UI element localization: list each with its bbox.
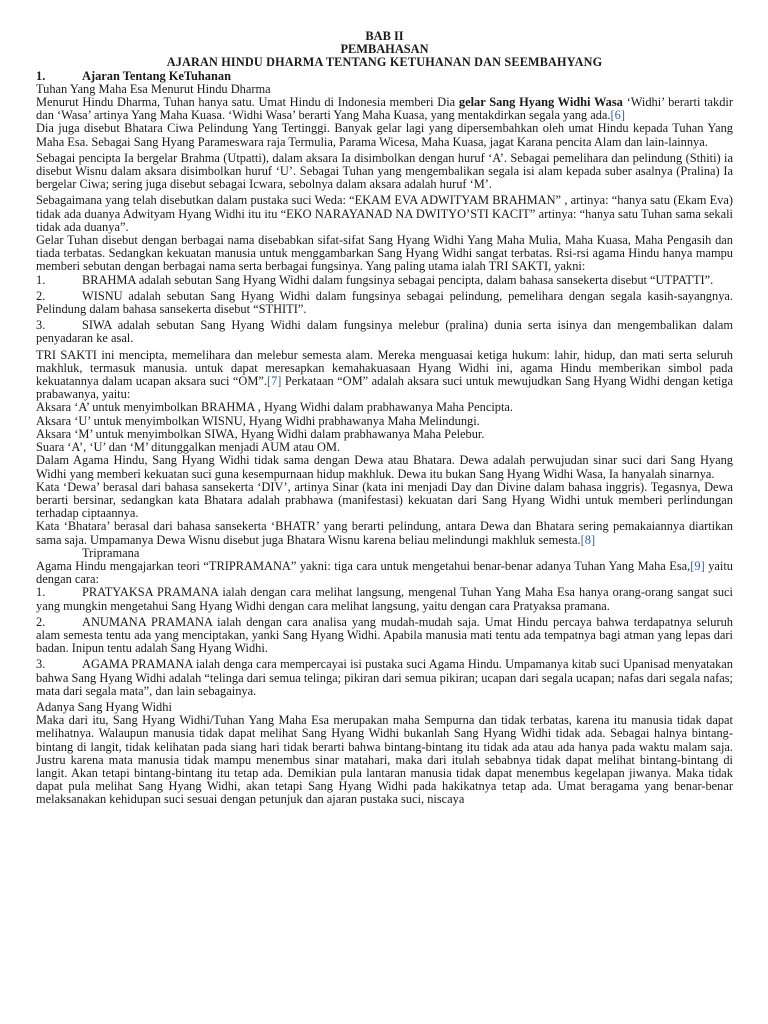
footnote-link[interactable]: [9] <box>690 558 705 573</box>
paragraph-adanya: Maka dari itu, Sang Hyang Widhi/Tuhan Yang Maha Esa merupakan maha Sempurna dan tidak terbatas, karena itu manusia tidak dapat melihatnya. Walaupun manusia tidak dapat melihat Sang Hyang Widhi bukanlah Sang Hyang Widhi tidak ada. Sebagai halnya bintang-bintang di langit, tidak kelihatan pada siang hari tidak berarti bahwa bintang-bintang itu tidak ada atau ada hanya pada waktu malam saja. Justru karena mata manusia tidak mampu menembus sinar matahari, maka dari itulah sebabnya tidak dapat melihat bintang-bintang di langit. Akan tetapi bintang-bintang itu tetap ada. Demikian pula lantaran manusia tidak dapat menembus kegelapan jiwanya. Maka tidak dapat pula melihat Sang Hyang Widhi, akan tetapi Sang Hyang Widhi pada hakikatnya tetap ada. Umat beragama yang benar-benar melaksanakan kehidupan suci sesuai dengan petunjuk dan ajaran pustaka suci, niscaya <box>36 713 733 807</box>
paragraph-pencipta: Sebagai pencipta Ia bergelar Brahma (Utpatti), dalam aksara Ia disimbolkan dengan huruf ‘A’. Sebagai pemelihara dan pelindung (Sthiti) ia disebut Wisnu dalam aksara disimbolkan huruf ‘U’. Sebagai Tuhan yang mengembalikan segala isi alam kepada suber asalnya (Pralina) Ia bergelar Ciwa; sering juga disebut sebagai Icwara, sebolnya dalam aksara adalah huruf ‘M’. <box>36 150 733 192</box>
paragraph-dewa: Dalam Agama Hindu, Sang Hyang Widhi tidak sama dengan Dewa atau Bhatara. Dewa adalah perwujudan sinar suci dari Sang Hyang Widhi yang memberi kekuatan suci guna kesempurnaan hidup makhluk. Dewa itu bukan Sang Hyang Widhi Wasa, Ia hanyalah sinarnya. <box>36 453 733 481</box>
list-number: 1. <box>36 585 46 600</box>
list-number: 2. <box>36 288 46 303</box>
list-number: 1. <box>36 272 46 287</box>
list-text: WISNU adalah sebutan Sang Hyang Widhi dalam fungsinya sebagai pelindung, pemelihara dengan segala kasih-sayangnya. Pelindung dalam bahasa sansekerta disebut “STHITI”. <box>36 288 733 317</box>
list-text: AGAMA PRAMANA ialah denga cara mempercayai isi pustaka suci Agama Hindu. Umpamanya kitab suci Upanisad menyatakan bahwa Sang Hyang Widhi adalah “telinga dari semua telinga; pikiran dari semua pikiran; ucapan dari segala ucapan; nafas dari segala nafas; mata dari segala mata”, dan lain sebagainya. <box>36 657 733 698</box>
paragraph-bhatara <box>36 520 733 546</box>
section-title: Ajaran Tentang KeTuhanan <box>82 68 231 83</box>
paragraph-text: Kata ‘Bhatara’ berasal dari bahasa sansekerta ‘BHATR’ yang berarti pelindung, antara Dewa dan Bhatara sering pemakaiannya diartikan sama saja. Umpamanya Dewa Wisnu disebut juga Bhatara Wisnu karena beliau melindungi makhluk semesta. <box>36 519 733 547</box>
list-text: PRATYAKSA PRAMANA ialah dengan cara melihat langsung, mengenal Tuhan Yang Maha Esa hanya orang-orang sangat suci yang mungkin mengetahui Sang Hyang Widhi dengan cara melihat langsung, yaitu dengan cara Pratyaksa pramana. <box>36 585 733 613</box>
subsection-title: Adanya Sang Hyang Widhi <box>36 699 172 714</box>
chapter-title: AJARAN HINDU DHARMA TENTANG KETUHANAN DAN SEEMBAHYANG <box>166 55 603 70</box>
section-heading <box>36 70 733 83</box>
list-item-trisakti-3 <box>36 319 733 345</box>
aksara-line: Aksara ‘M’ untuk menyimbolkan SIWA, Hyang Widhi dalam prabhawanya Maha Pelebur. <box>36 426 485 441</box>
bold-phrase: gelar Sang Hyang Widhi Wasa <box>458 95 623 110</box>
section-number: 1. <box>36 68 46 83</box>
list-number: 2. <box>36 614 46 629</box>
subsection-title: Tripramana <box>82 545 140 560</box>
paragraph-gelar <box>36 96 733 122</box>
document-body <box>36 30 733 807</box>
list-text: BRAHMA adalah sebutan Sang Hyang Widhi dalam fungsinya sebagai pencipta, dalam bahasa sansekerta disebut “UTPATTI”. <box>82 272 714 287</box>
list-number: 3. <box>36 657 46 672</box>
aksara-line: Aksara ‘A’ untuk menyimbolkan BRAHMA , Hyang Widhi dalam prabhawanya Maha Pencipta. <box>36 400 514 415</box>
list-text: SIWA adalah sebutan Sang Hyang Widhi dalam fungsinya melebur (pralina) dunia serta isinya dan mengembalikan dalam penyadaran ke asal. <box>36 318 733 346</box>
footnote-link[interactable]: [8] <box>580 532 596 547</box>
footnote-link[interactable]: [7] <box>266 374 282 389</box>
list-text: ANUMANA PRAMANA ialah dengan cara analisa yang mudah-mudah saja. Umat Hindu percaya bahwa terdapatnya seluruh alam semesta tentu ada yang menciptakan, yanki Sang Hyang Widhi. Apabila manusia mati tentu ada tempatnya bagi atman yang lepas dari badan. Inipun tentu adalah Sang Hyang Widhi. <box>36 614 733 656</box>
chapter-label: BAB II <box>365 29 404 43</box>
list-item-trisakti-2 <box>36 290 733 316</box>
paragraph-kata-dewa: Kata ‘Dewa’ berasal dari bahasa sansekerta ‘DIV’, artinya Sinar (kata ini menjadi Day dan Divine dalam bahasa inggris). Tegasnya, Dewa berarti bersinar, sedangkan kata Bhatara adalah prabhawa (manifestasi) kekuatan dari Sang Hyang Widhi untuk memberi perlindungan terhadap ciptaannya. <box>36 479 733 521</box>
paragraph-gelar-tuhan: Gelar Tuhan disebut dengan berbagai nama disebabkan sifat-sifat Sang Hyang Widhi Yang Maha Mulia, Maha Kuasa, Maha Pengasih dan tiada terbatas. Sedangkan kekuatan manusia untuk menggambarkan Sang Hyang Widhi sangat terbatas. Rsi-rsi agama Hindu hanya mampu memberi sebutan dengan berbagai nama serta berbagai fungsinya. Yang paling utama ialah TRI SAKTI, yakni: <box>36 233 733 274</box>
list-item-pramana-3 <box>36 658 733 698</box>
chapter-heading: PEMBAHASAN <box>340 42 429 57</box>
list-item-pramana-1 <box>36 586 733 612</box>
paragraph-text: ‘Widhi’ berarti takdir dan ‘Wasa’ artinya Yang Maha Kuasa. ‘Widhi Wasa’ berarti Yang Maha Kuasa, yang mentakdirkan segala yang ada. <box>36 95 734 123</box>
paragraph-text: Agama Hindu mengajarkan teori “TRIPRAMANA” yakni: tiga cara untuk mengetahui benar-benar adanya Tuhan Yang Maha Esa, <box>36 558 691 573</box>
paragraph-text: Perkataan “OM” adalah aksara suci untuk mewujudkan Sang Hyang Widhi dengan ketiga prabawanya, yaitu: <box>36 374 733 402</box>
subsection-title: Tuhan Yang Maha Esa Menurut Hindu Dharma <box>36 81 271 96</box>
list-item-pramana-2 <box>36 616 733 656</box>
list-number: 3. <box>36 318 46 333</box>
paragraph-text: Menurut Hindu Dharma, Tuhan hanya satu. Umat Hindu di Indonesia memberi Dia <box>36 95 459 110</box>
paragraph-trisakti <box>36 349 733 402</box>
aksara-line: Aksara ‘U’ untuk menyimbolkan WISNU, Hyang Widhi prabhawanya Maha Melindungi. <box>36 413 480 428</box>
footnote-link[interactable]: [6] <box>610 108 625 123</box>
paragraph-text: yaitu dengan cara: <box>36 558 734 587</box>
paragraph-tripramana <box>36 560 733 586</box>
list-item-trisakti-1 <box>36 274 733 287</box>
aksara-line: Suara ‘A’, ‘U’ dan ‘M’ ditunggalkan menjadi AUM atau OM. <box>36 440 341 455</box>
paragraph-weda: Sebagaimana yang telah disebutkan dalam pustaka suci Weda: “EKAM EVA ADWITYAM BRAHMAN” , artinya: “hanya satu (Ekam Eva) tidak ada duanya Adwityam Hyang Widhi itu itu “EKO NARAYANAD NA DWITYO’STI KACIT” artinya: “hanya satu Tuhan sama sekali tidak ada duanya”. <box>36 193 733 234</box>
paragraph-text: TRI SAKTI ini mencipta, memelihara dan melebur semesta alam. Mereka menguasai ketiga hukum: lahir, hidup, dan mati serta seluruh makhluk, termasuk manusia. untuk dapat meresapkan kemahakuasaan Hyang Widhi ini, agama Hindu memberikan simbol pada kekuatannya dalam ucapan aksara suci “OM”. <box>36 347 733 389</box>
paragraph-bhatara-ciwa: Dia juga disebut Bhatara Ciwa Pelindung Yang Tertinggi. Banyak gelar lagi yang dipersembahkan oleh umat Hindu kepada Tuhan Yang Maha Esa. Sebagai Sang Hyang Parameswara raja Termulia, Parama Wicesa, Maha Kuasa, jagat Karana pencita Alam dan lain-lainnya. <box>36 121 733 149</box>
